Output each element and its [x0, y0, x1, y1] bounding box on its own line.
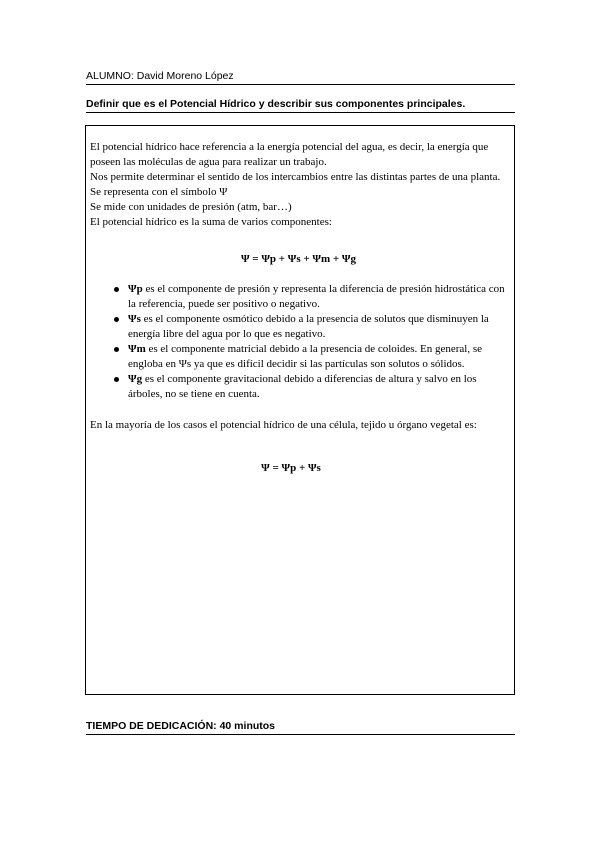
paragraph-sum: El potencial hídrico es la suma de varios componentes:	[90, 216, 332, 228]
component-symbol: Ψm	[128, 343, 146, 355]
question-title: Definir que es el Potencial Hídrico y describir sus componentes principales.	[86, 98, 466, 110]
bullet-icon	[114, 317, 119, 322]
component-symbol: Ψg	[128, 373, 143, 385]
bullet-icon	[114, 347, 119, 352]
paragraph-definition: El potencial hídrico hace referencia a la energía potencial del agua, es decir, la energía que poseen las moléculas de agua para realizar un trabajo.	[90, 141, 489, 168]
paragraph-cell: En la mayoría de los casos el potencial hídrico de una célula, tejido u órgano vegetal es:	[90, 419, 477, 431]
list-item	[90, 282, 512, 312]
time-spent: TIEMPO DE DEDICACIÓN: 40 minutos	[86, 720, 276, 732]
student-name: ALUMNO: David Moreno López	[86, 70, 234, 82]
list-item	[90, 342, 512, 372]
paragraph-units: Se mide con unidades de presión (atm, bar…)	[90, 201, 292, 213]
spacer	[90, 402, 512, 418]
list-item	[90, 372, 512, 402]
paragraph-purpose: Nos permite determinar el sentido de los intercambios entre las distintas partes de una planta.	[90, 171, 501, 183]
divider-line	[86, 112, 515, 113]
components-list	[90, 282, 512, 402]
formula-cell: Ψ = Ψp + Ψs	[261, 462, 321, 474]
divider-line	[86, 84, 515, 85]
bullet-icon	[114, 377, 119, 382]
bullet-icon	[114, 287, 119, 292]
component-description: es el componente osmótico debido a la presencia de solutos que disminuyen la energía libre del agua por lo que es negativo.	[128, 313, 489, 340]
formula-total: Ψ = Ψp + Ψs + Ψm + Ψg	[240, 253, 357, 265]
divider-line	[86, 734, 515, 735]
component-description: es el componente matricial debido a la presencia de coloides. En general, se engloba en Ψs ya que es difícil decidir si las partículas son solutos o sólidos.	[128, 343, 483, 370]
component-description: es el componente de presión y representa la diferencia de presión hidrostática con la referencia, puede ser positivo o negativo.	[128, 283, 505, 310]
component-symbol: Ψp	[128, 283, 143, 295]
paragraph-symbol: Se representa con el símbolo Ψ	[90, 186, 228, 198]
component-description: es el componente gravitacional debido a diferencias de altura y salvo en los árboles, no se tiene en cuenta.	[128, 373, 477, 400]
list-item	[90, 312, 512, 342]
component-symbol: Ψs	[128, 313, 141, 325]
answer-content	[90, 140, 512, 476]
